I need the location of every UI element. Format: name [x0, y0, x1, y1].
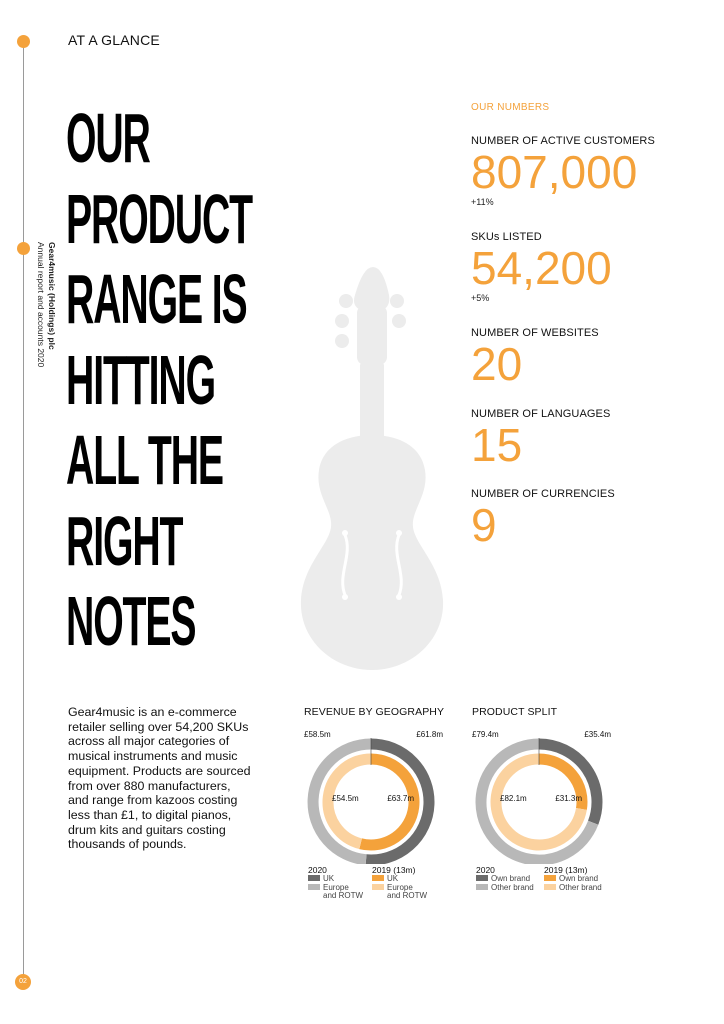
stat-skus-listed — [471, 231, 612, 303]
headline-line: OUR — [66, 99, 150, 177]
stat-value: 20 — [471, 338, 523, 390]
violin-peg — [335, 334, 349, 348]
donut-value-label: £35.4m — [584, 730, 611, 739]
legend-swatch — [372, 884, 384, 890]
legend-label: Europe — [323, 883, 349, 892]
headline-line: RANGE IS — [66, 260, 247, 338]
stat-value: 54,200 — [471, 242, 612, 294]
stat-active-customers — [471, 135, 655, 207]
stat-value: 15 — [471, 419, 523, 471]
legend-label: Own brand — [559, 874, 599, 883]
stat-currencies — [471, 488, 615, 551]
headline — [66, 98, 312, 662]
headline-line: ALL THE — [66, 421, 223, 499]
headline-line: HITTING — [66, 340, 215, 419]
violin-peg — [335, 314, 349, 328]
legend-label: Other brand — [559, 883, 602, 892]
legend-swatch — [308, 884, 320, 890]
legend-swatch — [476, 884, 488, 890]
headline-line: PRODUCT — [66, 179, 252, 258]
donut-value-label: £82.1m — [500, 794, 527, 803]
company-name: Gear4music (Holdings) plc — [47, 242, 57, 350]
violin-scroll — [354, 267, 389, 311]
violin-illustration — [295, 265, 445, 675]
legend-year-2019: 2019 (13m) — [372, 865, 416, 875]
section-label: AT A GLANCE — [68, 32, 160, 48]
legend-swatch — [544, 875, 556, 881]
legend-label-cont: and ROTW — [387, 891, 428, 900]
donut-value-label: £79.4m — [472, 730, 499, 739]
legend-swatch — [544, 884, 556, 890]
stat-websites — [471, 327, 599, 390]
donut-value-label: £63.7m — [387, 794, 414, 803]
chart-title-geography: REVENUE BY GEOGRAPHY — [304, 706, 445, 718]
violin-peg — [392, 314, 406, 328]
legend-item — [476, 884, 534, 893]
page-number: 02 — [15, 974, 31, 990]
violin-body — [301, 435, 443, 670]
timeline-line — [23, 44, 24, 982]
stat-change: +5% — [471, 293, 490, 303]
legend-swatch — [308, 875, 320, 881]
legend-label: Europe — [387, 883, 413, 892]
violin-peg — [390, 294, 404, 308]
headline-line: NOTES — [66, 582, 196, 660]
legend-swatch — [372, 875, 384, 881]
company-info — [35, 242, 57, 367]
legend-label: UK — [387, 874, 399, 883]
stat-label: NUMBER OF ACTIVE CUSTOMERS — [471, 135, 655, 147]
revenue-geography-donut — [296, 722, 446, 864]
donut-value-label: £61.8m — [416, 730, 443, 739]
timeline-dot-middle — [17, 242, 30, 255]
legend-label: UK — [323, 874, 335, 883]
legend-label: Own brand — [491, 874, 531, 883]
legend-item — [544, 884, 602, 893]
stat-label: NUMBER OF CURRENCIES — [471, 488, 615, 500]
stat-change: +11% — [471, 197, 494, 207]
description: Gear4music is an e-commerce retailer selling over 54,200 SKUs across all major categories of musical instruments and music equipment. Products are sourced from over 880 manufacturers, and range from kazoos costing less than £1, to digital pianos, drum kits and guitars costing thousands of pounds. — [68, 705, 251, 852]
product-split-donut — [464, 722, 614, 864]
chart-title-product: PRODUCT SPLIT — [472, 706, 558, 718]
stat-value: 807,000 — [471, 146, 638, 198]
donut-value-label: £31.3m — [555, 794, 582, 803]
legend-year-2019: 2019 (13m) — [544, 865, 588, 875]
violin-pegbox — [357, 305, 387, 365]
legend-label-cont: and ROTW — [323, 891, 364, 900]
numbers-title: OUR NUMBERS — [471, 102, 550, 113]
legend-label: Other brand — [491, 883, 534, 892]
stat-label: SKUs LISTED — [471, 231, 542, 243]
stat-value: 9 — [471, 499, 497, 551]
report-name: Annual report and accounts 2020 — [36, 242, 46, 368]
stat-label: NUMBER OF LANGUAGES — [471, 408, 611, 420]
headline-line: RIGHT — [66, 501, 183, 580]
legend-swatch — [476, 875, 488, 881]
donut-value-label: £58.5m — [304, 730, 331, 739]
legend-year-2020: 2020 — [308, 865, 327, 875]
violin-peg — [339, 294, 353, 308]
legend-year-2020: 2020 — [476, 865, 495, 875]
donut-value-label: £54.5m — [332, 794, 359, 803]
stat-label: NUMBER OF WEBSITES — [471, 327, 599, 339]
stat-languages — [471, 408, 611, 471]
timeline-dot-top — [17, 35, 30, 48]
